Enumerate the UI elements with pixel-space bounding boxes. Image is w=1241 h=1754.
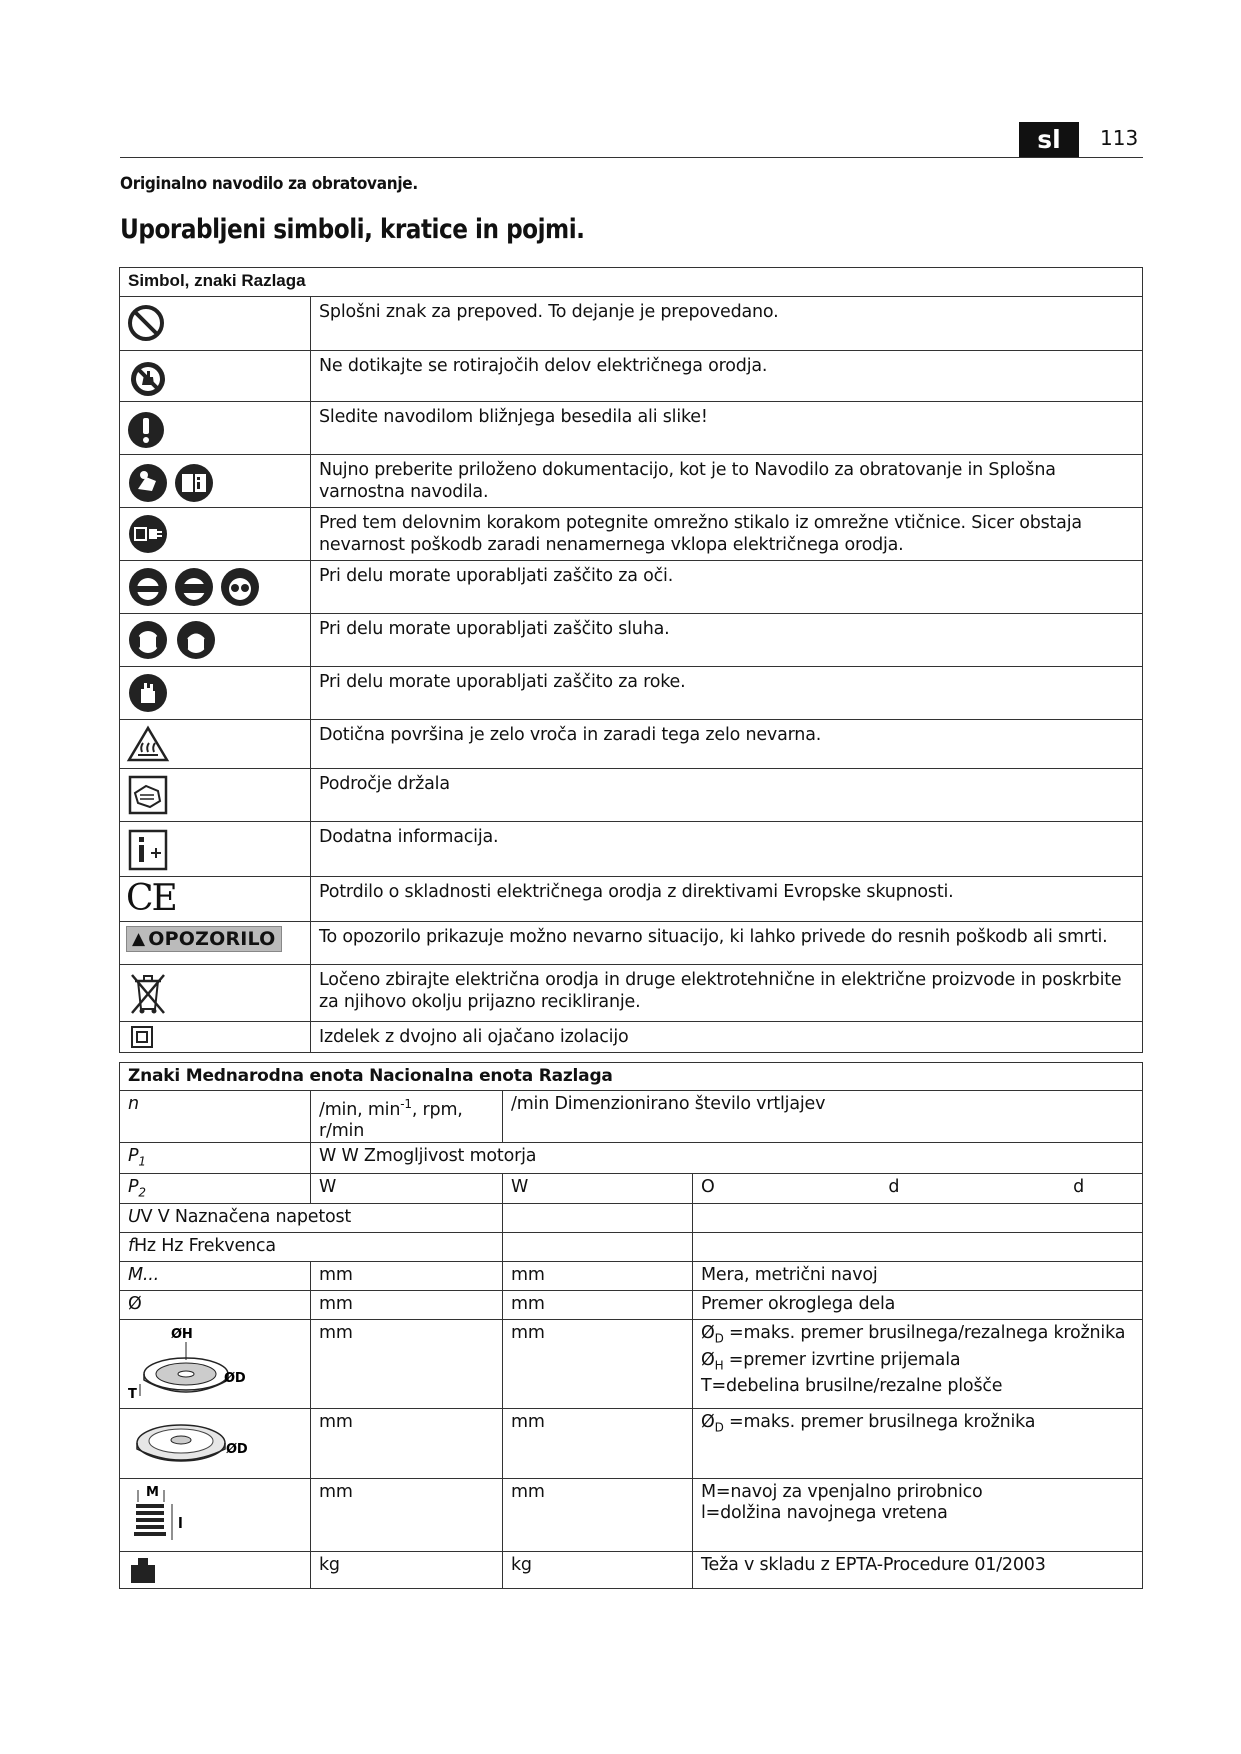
symbol-cell: [120, 614, 311, 667]
unit-description: Premer okroglega dela: [693, 1291, 1143, 1320]
unit-symbol-letter: f: [128, 1236, 134, 1256]
symbol-description: Izdelek z dvojno ali ojačano izolacijo: [311, 1022, 1143, 1053]
symbol-description: Pri delu morate uporabljati zaščito sluha.: [311, 614, 1143, 667]
unit-symbol: [120, 1409, 311, 1479]
garbled-text: O: [701, 1176, 715, 1197]
disc-dimensions-icon: [126, 1324, 256, 1404]
description-line: M=navoj za vpenjalno prirobnico: [701, 1482, 983, 1502]
symbols-table-header: [120, 268, 1143, 297]
symbol-description: Nujno preberite priloženo dokumentacijo, kot je to Navodilo za obratovanje in Splošna varnostna navodila.: [311, 455, 1143, 508]
no-touch-rotating-icon: [126, 355, 170, 397]
table-row: [120, 1204, 1143, 1233]
symbol-cell: [120, 965, 311, 1022]
units-table: [119, 1062, 1143, 1589]
symbol-description: Ločeno zbirajte električna orodja in druge elektrotehnične in električne proizvode in poskrbite za njihovo okolju prijazno recikliranje.: [311, 965, 1143, 1022]
double-insulation-icon: [130, 1025, 154, 1049]
intro-line: Originalno navodilo za obratovanje.: [120, 174, 418, 194]
units-header-cell: [120, 1063, 1143, 1091]
spindle-thread-icon: [126, 1482, 196, 1548]
table-row: [120, 1320, 1143, 1409]
unit-national: [503, 1233, 693, 1262]
info-icon: [126, 826, 170, 872]
units-header-label: Znaki Mednarodna enota Nacionalna enota Razlaga: [128, 1066, 613, 1086]
table-row: [120, 1173, 1143, 1204]
table-row: [120, 561, 1143, 614]
symbol-cell: [120, 1022, 311, 1053]
table-row: [120, 297, 1143, 351]
prohibition-icon: [126, 301, 166, 343]
description-text: =premer izvrtine prijemala: [723, 1349, 961, 1370]
unit-national: mm: [503, 1291, 693, 1320]
symbol-cell: [120, 769, 311, 822]
description-text: =maks. premer brusilnega krožnika: [723, 1412, 1036, 1432]
section-title: Uporabljeni simboli, kratice in pojmi.: [120, 214, 585, 245]
symbol-description: Dotična površina je zelo vroča in zaradi tega zelo nevarna.: [311, 720, 1143, 769]
table-row: [120, 508, 1143, 561]
unit-international: mm: [311, 1262, 503, 1291]
description-line: [701, 1412, 1134, 1439]
unit-text: /min, min: [319, 1099, 401, 1120]
symbol-description: Pri delu morate uporabljati zaščito za oči.: [311, 561, 1143, 614]
unit-international: mm: [311, 1320, 503, 1409]
unit-description: [693, 1233, 1143, 1262]
symbol-cell: [120, 455, 311, 508]
unit-symbol: n: [120, 1091, 311, 1143]
garbled-text: d: [1073, 1176, 1084, 1197]
symbol-cell: [120, 877, 311, 922]
symbol-cell: [120, 351, 311, 402]
symbol-description: Dodatna informacija.: [311, 822, 1143, 877]
weight-icon: [128, 1556, 158, 1584]
figure-label: ØH: [171, 1327, 193, 1342]
table-row: [120, 455, 1143, 508]
garbled-text: d: [888, 1176, 900, 1197]
symbol-cell: [120, 402, 311, 455]
table-row: [120, 667, 1143, 720]
unit-description: W W Zmogljivost motorja: [311, 1143, 1143, 1174]
table-row: [120, 769, 1143, 822]
figure-label: ØD: [224, 1371, 246, 1386]
unit-description: [120, 1204, 503, 1233]
unit-national: mm: [503, 1479, 693, 1552]
figure-label: T: [128, 1387, 137, 1402]
table-row: [120, 1233, 1143, 1262]
description-line: T=debelina brusilne/rezalne plošče: [701, 1376, 1003, 1396]
language-code: sl: [1019, 122, 1079, 157]
description-line: l=dolžina navojnega vretena: [701, 1503, 948, 1523]
table-row: [120, 1291, 1143, 1320]
symbol-description: Sledite navodilom bližnjega besedila ali slike!: [311, 402, 1143, 455]
unit-description: Teža v skladu z EPTA-Procedure 01/2003: [693, 1552, 1143, 1589]
unit-symbol: [120, 1143, 311, 1174]
table-row: [120, 402, 1143, 455]
unit-symbol-letter: P: [128, 1146, 139, 1166]
description-line: [701, 1323, 1134, 1350]
symbol-description: Pred tem delovnim korakom potegnite omrežno stikalo iz omrežne vtičnice. Sicer obstaja nevarnost poškodb zaradi nenamernega vklopa električnega orodja.: [311, 508, 1143, 561]
unit-symbol: [120, 1479, 311, 1552]
description-text: =maks. premer brusilnega/rezalnega krožnika: [723, 1323, 1126, 1343]
unit-symbol: [120, 1552, 311, 1589]
eye-protection-icon: [126, 565, 266, 609]
unit-description: [693, 1479, 1143, 1552]
unit-symbol: Ø: [120, 1291, 311, 1320]
exclamation-icon: [126, 406, 166, 450]
unit-text-rest: , rpm, r/min: [319, 1099, 463, 1141]
table-row: [120, 1479, 1143, 1552]
symbols-header-cell: Simbol, znaki Razlaga: [120, 268, 1143, 297]
weee-bin-icon: [126, 969, 170, 1017]
unit-text: Hz Hz Frekvenca: [133, 1236, 276, 1256]
symbols-table: [119, 267, 1143, 1053]
figure-label: l: [178, 1516, 183, 1532]
page-number: 113: [1100, 126, 1139, 150]
backing-pad-icon: [126, 1413, 256, 1473]
dia-index: D: [714, 1331, 724, 1346]
warning-badge-label: OPOZORILO: [148, 928, 276, 950]
symbol-cell: [120, 561, 311, 614]
dia-symbol: Ø: [701, 1349, 715, 1370]
units-table-header: [120, 1063, 1143, 1091]
header-rule: [120, 157, 1143, 158]
table-row: [120, 822, 1143, 877]
symbol-description: To opozorilo prikazuje možno nevarno situacijo, ki lahko privede do resnih poškodb ali smrti.: [311, 922, 1143, 965]
symbol-cell: [120, 508, 311, 561]
ce-mark-icon: CE: [126, 878, 176, 919]
unplug-icon: [126, 512, 170, 556]
symbol-cell: [120, 922, 311, 965]
unit-national: mm: [503, 1409, 693, 1479]
unit-text: V V Naznačena napetost: [140, 1207, 352, 1227]
unit-description: /min Dimenzionirano število vrtljajev: [503, 1091, 1143, 1143]
table-row: [120, 1409, 1143, 1479]
read-manual-icon: [126, 459, 226, 503]
dia-symbol: Ø: [701, 1323, 715, 1343]
description-line: [701, 1350, 1134, 1377]
symbol-description: Ne dotikajte se rotirajočih delov električnega orodja.: [311, 351, 1143, 402]
unit-national: mm: [503, 1320, 693, 1409]
unit-international: mm: [311, 1479, 503, 1552]
unit-national: W: [503, 1173, 693, 1204]
table-row: [120, 614, 1143, 667]
table-row: [120, 922, 1143, 965]
table-row: [120, 1552, 1143, 1589]
table-row: [120, 1022, 1143, 1053]
unit-national: mm: [503, 1262, 693, 1291]
table-row: [120, 1143, 1143, 1174]
unit-description: [693, 1320, 1143, 1409]
unit-description: [693, 1204, 1143, 1233]
dia-index: D: [714, 1420, 724, 1435]
table-row: [120, 1262, 1143, 1291]
symbol-cell: [120, 822, 311, 877]
symbol-description: Področje držala: [311, 769, 1143, 822]
unit-description: [120, 1233, 503, 1262]
unit-symbol-index: 2: [138, 1185, 146, 1199]
unit-symbol-letter: U: [128, 1207, 141, 1227]
unit-description: Mera, metrični navoj: [693, 1262, 1143, 1291]
symbol-cell: [120, 720, 311, 769]
grip-area-icon: [126, 773, 170, 817]
unit-symbol: M...: [120, 1262, 311, 1291]
unit-exponent: -1: [400, 1097, 412, 1111]
symbol-cell: [120, 667, 311, 720]
symbol-description: Pri delu morate uporabljati zaščito za roke.: [311, 667, 1143, 720]
symbol-description: Splošni znak za prepoved. To dejanje je prepovedano.: [311, 297, 1143, 351]
unit-international: mm: [311, 1409, 503, 1479]
figure-label: M: [146, 1485, 159, 1500]
unit-international: mm: [311, 1291, 503, 1320]
warning-triangle-icon: ▲: [132, 929, 146, 949]
symbol-description: Potrdilo o skladnosti električnega orodja z direktivami Evropske skupnosti.: [311, 877, 1143, 922]
unit-symbol-index: 1: [138, 1154, 146, 1169]
table-row: [120, 1091, 1143, 1143]
unit-description: [693, 1409, 1143, 1479]
unit-national: kg: [503, 1552, 693, 1589]
table-row: [120, 351, 1143, 402]
table-row: [120, 965, 1143, 1022]
warning-badge-icon: [126, 926, 282, 952]
dia-index: H: [714, 1358, 724, 1372]
unit-symbol: [120, 1320, 311, 1409]
unit-international: [311, 1091, 503, 1143]
unit-international: kg: [311, 1552, 503, 1589]
unit-national: [503, 1204, 693, 1233]
unit-symbol: [120, 1173, 311, 1204]
unit-description: [693, 1173, 1143, 1204]
table-row: [120, 720, 1143, 769]
hot-surface-icon: [126, 724, 170, 764]
dia-symbol: Ø: [701, 1412, 715, 1432]
hearing-protection-icon: [126, 618, 222, 662]
unit-symbol-letter: P: [128, 1176, 139, 1197]
unit-international: W: [311, 1173, 503, 1204]
table-row: [120, 877, 1143, 922]
glove-icon: [126, 671, 170, 715]
figure-label: ØD: [226, 1442, 248, 1457]
symbol-cell: [120, 297, 311, 351]
